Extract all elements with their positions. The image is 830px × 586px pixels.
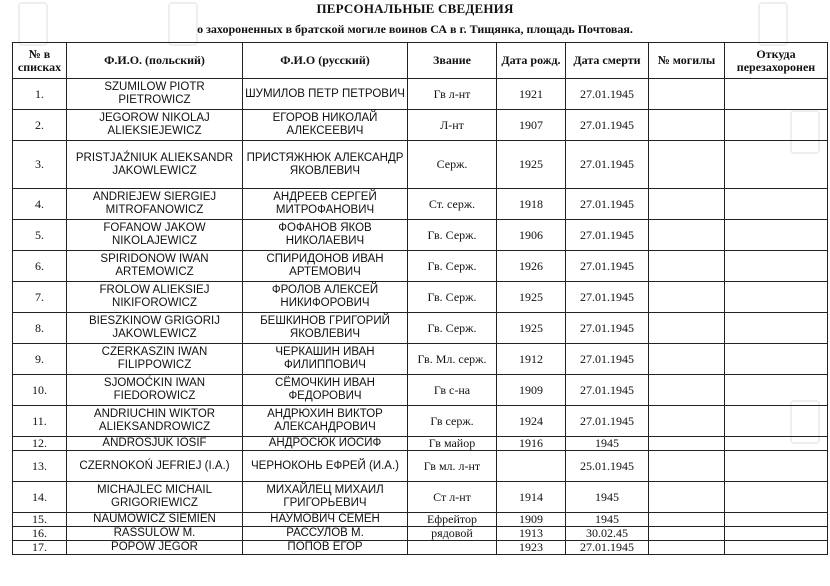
header-birth: Дата рожд. — [497, 43, 566, 79]
cell-name-pl: JEGOROW NIKOLAJ ALIEKSIEJEWICZ — [67, 110, 243, 141]
cell-rank: Гв мл. л-нт — [408, 451, 497, 482]
cell-num: 8. — [13, 313, 67, 344]
table-row — [13, 189, 828, 220]
cell-from — [725, 513, 828, 527]
cell-name-ru: НАУМОВИЧ СЕМЕН — [243, 513, 408, 527]
cell-birth: 1913 — [497, 527, 566, 541]
cell-birth: 1925 — [497, 313, 566, 344]
cell-grave — [649, 541, 725, 555]
burial-records-table — [12, 42, 828, 555]
cell-from — [725, 344, 828, 375]
cell-rank: Л-нт — [408, 110, 497, 141]
cell-name-pl: NAUMOWICZ SIEMIEN — [67, 513, 243, 527]
header-name-pl: Ф.И.О. (польский) — [67, 43, 243, 79]
cell-num: 16. — [13, 527, 67, 541]
header-death: Дата смерти — [566, 43, 649, 79]
table-row — [13, 482, 828, 513]
cell-from — [725, 406, 828, 437]
cell-name-pl: SJOMOĆKIN IWAN FIEDOROWICZ — [67, 375, 243, 406]
header-grave: № могилы — [649, 43, 725, 79]
cell-rank: Ст. серж. — [408, 189, 497, 220]
cell-from — [725, 282, 828, 313]
cell-grave — [649, 344, 725, 375]
cell-name-pl: FROLOW ALIEKSIEJ NIKIFOROWICZ — [67, 282, 243, 313]
cell-from — [725, 141, 828, 189]
cell-from — [725, 451, 828, 482]
table-row — [13, 437, 828, 451]
cell-death: 25.01.1945 — [566, 451, 649, 482]
cell-num: 2. — [13, 110, 67, 141]
cell-birth: 1925 — [497, 282, 566, 313]
cell-num: 10. — [13, 375, 67, 406]
cell-name-ru: ШУМИЛОВ ПЕТР ПЕТРОВИЧ — [243, 79, 408, 110]
cell-grave — [649, 220, 725, 251]
table-row — [13, 406, 828, 437]
cell-name-ru: ЕГОРОВ НИКОЛАЙ АЛЕКСЕЕВИЧ — [243, 110, 408, 141]
cell-birth: 1923 — [497, 541, 566, 555]
cell-name-pl: ANDROSJUK IOSIF — [67, 437, 243, 451]
cell-from — [725, 189, 828, 220]
cell-rank: Гв. Серж. — [408, 313, 497, 344]
cell-name-ru: ФОФАНОВ ЯКОВ НИКОЛАЕВИЧ — [243, 220, 408, 251]
cell-num: 7. — [13, 282, 67, 313]
cell-birth: 1914 — [497, 482, 566, 513]
cell-name-pl: PRISTJAŹNIUK ALIEKSANDR JAKOWLEWICZ — [67, 141, 243, 189]
cell-from — [725, 313, 828, 344]
cell-birth: 1912 — [497, 344, 566, 375]
table-row — [13, 375, 828, 406]
cell-death: 27.01.1945 — [566, 79, 649, 110]
table-row — [13, 344, 828, 375]
cell-grave — [649, 451, 725, 482]
cell-name-pl: ANDRIEJEW SIERGIEJ MITROFANOWICZ — [67, 189, 243, 220]
cell-grave — [649, 406, 725, 437]
table-row — [13, 513, 828, 527]
cell-rank: Ст л-нт — [408, 482, 497, 513]
header-num: № в списках — [13, 43, 67, 79]
cell-name-pl: BIESZKINOW GRIGORIJ JAKOWLEWICZ — [67, 313, 243, 344]
cell-name-ru: СЁМОЧКИН ИВАН ФЕДОРОВИЧ — [243, 375, 408, 406]
cell-birth: 1916 — [497, 437, 566, 451]
cell-name-ru: ПОПОВ ЕГОР — [243, 541, 408, 555]
cell-name-pl: CZERNOKOŃ JEFRIEJ (I.A.) — [67, 451, 243, 482]
cell-death: 27.01.1945 — [566, 375, 649, 406]
cell-name-pl: SZUMILOW PIOTR PIETROWICZ — [67, 79, 243, 110]
cell-rank: Гв майор — [408, 437, 497, 451]
table-row — [13, 79, 828, 110]
cell-birth — [497, 451, 566, 482]
cell-death: 27.01.1945 — [566, 541, 649, 555]
cell-from — [725, 110, 828, 141]
cell-grave — [649, 527, 725, 541]
cell-name-ru: ПРИСТЯЖНЮК АЛЕКСАНДР ЯКОВЛЕВИЧ — [243, 141, 408, 189]
header-from: Откуда перезахоронен — [725, 43, 828, 79]
cell-grave — [649, 141, 725, 189]
cell-from — [725, 79, 828, 110]
cell-grave — [649, 313, 725, 344]
document-subtitle: о захороненных в братской могиле воинов СА в г. Тищянка, площадь Почтовая. — [197, 22, 633, 36]
cell-name-ru: СПИРИДОНОВ ИВАН АРТЕМОВИЧ — [243, 251, 408, 282]
table-row — [13, 141, 828, 189]
cell-num: 15. — [13, 513, 67, 527]
cell-grave — [649, 251, 725, 282]
cell-rank: Гв серж. — [408, 406, 497, 437]
cell-rank: Гв. Мл. серж. — [408, 344, 497, 375]
cell-from — [725, 375, 828, 406]
cell-rank: Серж. — [408, 141, 497, 189]
cell-rank: рядовой — [408, 527, 497, 541]
cell-grave — [649, 375, 725, 406]
cell-name-pl: ANDRIUCHIN WIKTOR ALIEKSANDROWICZ — [67, 406, 243, 437]
watermark-stamp — [758, 2, 788, 46]
table-row — [13, 282, 828, 313]
cell-grave — [649, 282, 725, 313]
cell-birth: 1925 — [497, 141, 566, 189]
cell-name-pl: RASSULOW M. — [67, 527, 243, 541]
cell-birth: 1907 — [497, 110, 566, 141]
cell-grave — [649, 513, 725, 527]
cell-num: 13. — [13, 451, 67, 482]
cell-death: 27.01.1945 — [566, 344, 649, 375]
cell-num: 12. — [13, 437, 67, 451]
cell-name-pl: CZERKASZIN IWAN FILIPPOWICZ — [67, 344, 243, 375]
cell-rank — [408, 541, 497, 555]
cell-birth: 1918 — [497, 189, 566, 220]
cell-birth: 1926 — [497, 251, 566, 282]
cell-death: 27.01.1945 — [566, 141, 649, 189]
table-header-row — [13, 43, 828, 79]
cell-num: 6. — [13, 251, 67, 282]
cell-name-pl: FOFANOW JAKOW NIKOLAJEWICZ — [67, 220, 243, 251]
cell-rank: Гв с-на — [408, 375, 497, 406]
cell-from — [725, 220, 828, 251]
header-name-ru: Ф.И.О (русский) — [243, 43, 408, 79]
cell-from — [725, 541, 828, 555]
header-rank: Звание — [408, 43, 497, 79]
cell-name-ru: БЕШКИНОВ ГРИГОРИЙ ЯКОВЛЕВИЧ — [243, 313, 408, 344]
table-row — [13, 527, 828, 541]
cell-death: 1945 — [566, 437, 649, 451]
cell-grave — [649, 189, 725, 220]
cell-num: 1. — [13, 79, 67, 110]
table-row — [13, 251, 828, 282]
cell-num: 14. — [13, 482, 67, 513]
cell-num: 3. — [13, 141, 67, 189]
cell-rank: Ефрейтор — [408, 513, 497, 527]
cell-name-ru: РАССУЛОВ М. — [243, 527, 408, 541]
cell-death: 1945 — [566, 513, 649, 527]
cell-num: 5. — [13, 220, 67, 251]
cell-rank: Гв л-нт — [408, 79, 497, 110]
cell-num: 9. — [13, 344, 67, 375]
cell-name-ru: АНДРЕЕВ СЕРГЕЙ МИТРОФАНОВИЧ — [243, 189, 408, 220]
watermark-stamp — [168, 2, 198, 46]
table-row — [13, 541, 828, 555]
cell-name-ru: ЧЕРКАШИН ИВАН ФИЛИППОВИЧ — [243, 344, 408, 375]
cell-grave — [649, 437, 725, 451]
cell-death: 1945 — [566, 482, 649, 513]
cell-rank: Гв. Серж. — [408, 282, 497, 313]
cell-num: 4. — [13, 189, 67, 220]
cell-grave — [649, 482, 725, 513]
cell-name-ru: АНДРОСЮК ИОСИФ — [243, 437, 408, 451]
cell-death: 30.02.45 — [566, 527, 649, 541]
cell-rank: Гв. Серж. — [408, 251, 497, 282]
cell-name-pl: MICHAJLEC MICHAIL GRIGORIEWICZ — [67, 482, 243, 513]
cell-death: 27.01.1945 — [566, 406, 649, 437]
cell-death: 27.01.1945 — [566, 313, 649, 344]
document-title: ПЕРСОНАЛЬНЫЕ СВЕДЕНИЯ — [316, 1, 514, 16]
table-row — [13, 313, 828, 344]
cell-name-pl: POPOW JEGOR — [67, 541, 243, 555]
cell-from — [725, 437, 828, 451]
table-row — [13, 110, 828, 141]
cell-birth: 1924 — [497, 406, 566, 437]
watermark-stamp — [18, 2, 48, 46]
cell-grave — [649, 110, 725, 141]
table-row — [13, 451, 828, 482]
cell-birth: 1909 — [497, 375, 566, 406]
cell-name-ru: ЧЕРНОКОНЬ ЕФРЕЙ (И.А.) — [243, 451, 408, 482]
cell-birth: 1906 — [497, 220, 566, 251]
cell-num: 11. — [13, 406, 67, 437]
cell-from — [725, 482, 828, 513]
cell-name-ru: ФРОЛОВ АЛЕКСЕЙ НИКИФОРОВИЧ — [243, 282, 408, 313]
cell-name-ru: МИХАЙЛЕЦ МИХАИЛ ГРИГОРЬЕВИЧ — [243, 482, 408, 513]
cell-num: 17. — [13, 541, 67, 555]
cell-death: 27.01.1945 — [566, 220, 649, 251]
cell-death: 27.01.1945 — [566, 282, 649, 313]
cell-death: 27.01.1945 — [566, 189, 649, 220]
cell-grave — [649, 79, 725, 110]
cell-name-pl: SPIRIDONOW IWAN ARTEMOWICZ — [67, 251, 243, 282]
cell-name-ru: АНДРЮХИН ВИКТОР АЛЕКСАНДРОВИЧ — [243, 406, 408, 437]
cell-death: 27.01.1945 — [566, 110, 649, 141]
table-row — [13, 220, 828, 251]
cell-birth: 1909 — [497, 513, 566, 527]
cell-from — [725, 527, 828, 541]
cell-rank: Гв. Серж. — [408, 220, 497, 251]
cell-death: 27.01.1945 — [566, 251, 649, 282]
cell-birth: 1921 — [497, 79, 566, 110]
cell-from — [725, 251, 828, 282]
